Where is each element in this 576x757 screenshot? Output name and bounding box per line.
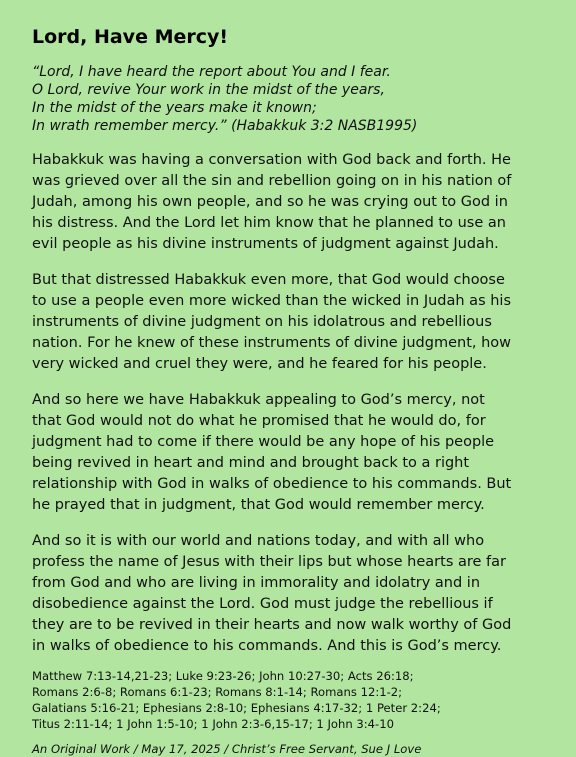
paragraph-line: he prayed that in judgment, that God would remember mercy. [32, 497, 485, 513]
quote-line: In the midst of the years make it known; [32, 100, 317, 116]
reference-line: Galatians 5:16-21; Ephesians 2:8-10; Ephesians 4:17-32; 1 Peter 2:24; [32, 701, 441, 715]
paragraph-line: relationship with God in walks of obedience to his commands. But [32, 476, 512, 492]
quote-line: “Lord, I have heard the report about You and I fear. [32, 64, 391, 80]
paragraph-line: to use a people even more wicked than the wicked in Judah as his [32, 293, 512, 309]
paragraph-line: was grieved over all the sin and rebellion going on in his nation of [32, 173, 512, 189]
body-paragraph-3 [32, 390, 548, 516]
paragraph-line: they are to be revived in their hearts and now walk worthy of God [32, 617, 512, 633]
reference-line: Romans 2:6-8; Romans 6:1-23; Romans 8:1-14; Romans 12:1-2; [32, 685, 403, 699]
reference-line: Titus 2:11-14; 1 John 1:5-10; 1 John 2:3-6,15-17; 1 John 3:4-10 [32, 717, 394, 731]
paragraph-line: disobedience against the Lord. God must judge the rebellious if [32, 596, 493, 612]
paragraph-line: Habakkuk was having a conversation with God back and forth. He [32, 152, 511, 168]
paragraph-line: instruments of divine judgment on his idolatrous and rebellious [32, 314, 492, 330]
paragraph-line: And so here we have Habakkuk appealing to God’s mercy, not [32, 392, 485, 408]
scripture-references [32, 668, 548, 732]
quote-line: O Lord, revive Your work in the midst of the years, [32, 82, 385, 98]
paragraph-line: evil people as his divine instruments of judgment against Judah. [32, 236, 499, 252]
article-title: Lord, Have Mercy! [32, 26, 229, 48]
author-signature: An Original Work / May 17, 2025 / Christ’s Free Servant, Sue J Love [32, 742, 422, 756]
body-paragraph-1 [32, 150, 548, 255]
paragraph-line: his distress. And the Lord let him know that he planned to use an [32, 215, 506, 231]
paragraph-line: And so it is with our world and nations today, and with all who [32, 533, 485, 549]
paragraph-line: very wicked and cruel they were, and he feared for his people. [32, 356, 487, 372]
quote-line: In wrath remember mercy.” (Habakkuk 3:2 NASB1995) [32, 118, 418, 134]
paragraph-line: from God and who are living in immorality and idolatry and in [32, 575, 481, 591]
paragraph-line: being revived in heart and mind and brought back to a right [32, 455, 470, 471]
paragraph-line: that God would not do what he promised that he would do, for [32, 413, 486, 429]
paragraph-line: judgment had to come if there would be any hope of his people [32, 434, 495, 450]
reference-line: Matthew 7:13-14,21-23; Luke 9:23-26; John 10:27-30; Acts 26:18; [32, 669, 414, 683]
paragraph-line: in walks of obedience to his commands. And this is God’s mercy. [32, 638, 502, 654]
paragraph-line: But that distressed Habakkuk even more, that God would choose [32, 272, 505, 288]
paragraph-line: Judah, among his own people, and so he was crying out to God in [32, 194, 508, 210]
paragraph-line: profess the name of Jesus with their lips but whose hearts are far [32, 554, 506, 570]
paragraph-line: nation. For he knew of these instruments of divine judgment, how [32, 335, 512, 351]
scripture-quote [32, 63, 548, 135]
body-paragraph-2 [32, 270, 548, 375]
body-paragraph-4 [32, 531, 548, 657]
